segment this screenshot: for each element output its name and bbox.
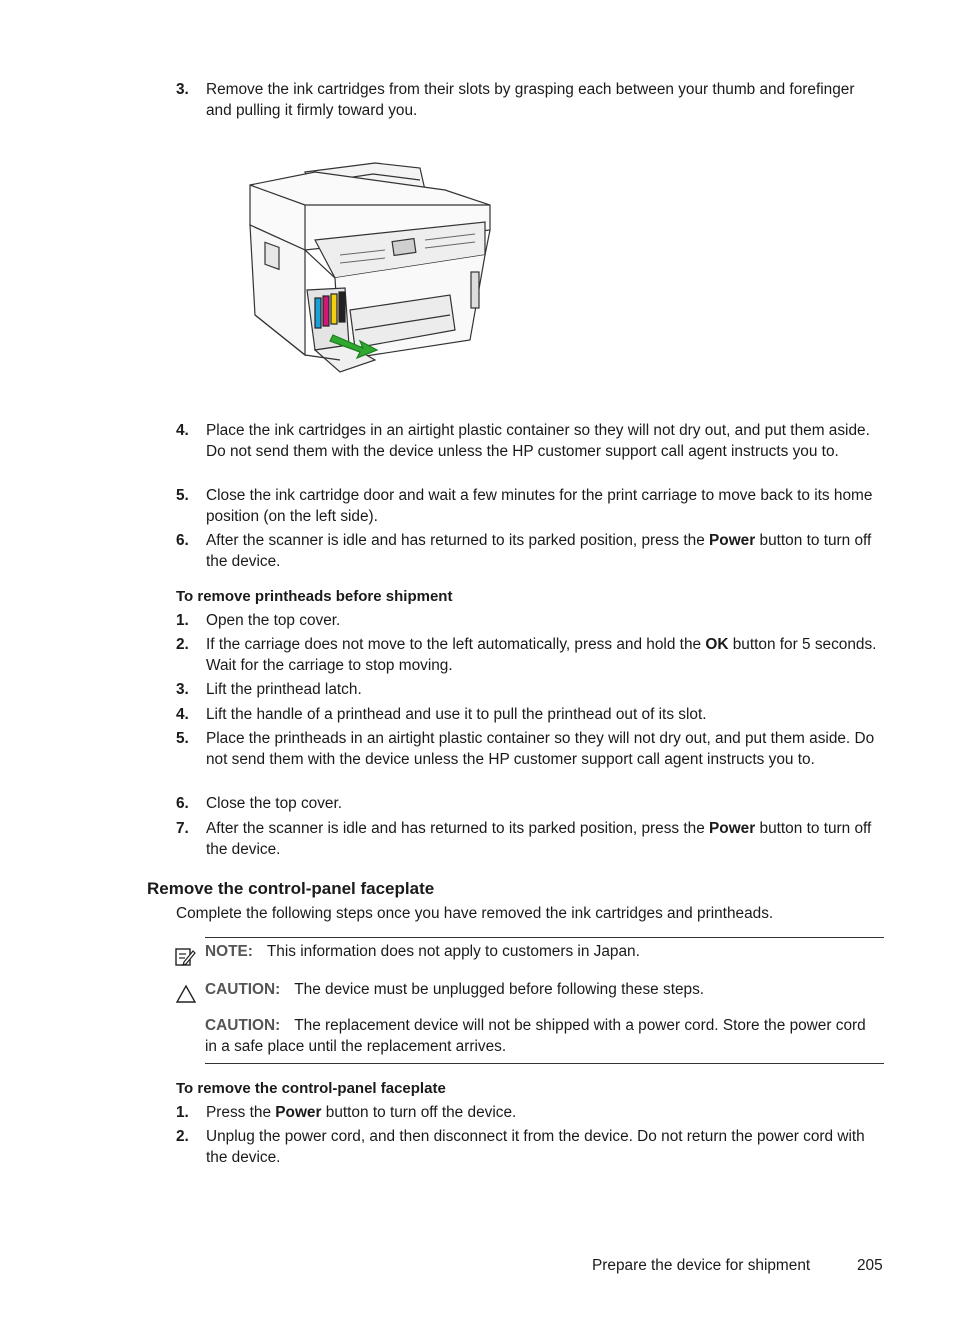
step-text: Remove the ink cartridges from their slots by grasping each between your thumb and forefinger and pulling it firmly toward you. <box>206 81 855 119</box>
step-number: 3. <box>176 81 189 98</box>
step-number: 7. <box>176 820 189 837</box>
step-text: After the scanner is idle and has returned to its parked position, press the Power button to turn off the device. <box>206 532 872 570</box>
divider <box>205 937 884 938</box>
printheads-heading: To remove printheads before shipment <box>176 588 453 605</box>
step-number: 6. <box>176 532 189 549</box>
faceplate-heading: To remove the control-panel faceplate <box>176 1080 446 1097</box>
note-text: This information does not apply to customers in Japan. <box>266 943 640 960</box>
section-title: Remove the control-panel faceplate <box>147 879 435 898</box>
note <box>205 942 885 963</box>
step-text: Lift the handle of a printhead and use it to pull the printhead out of its slot. <box>206 706 707 723</box>
step-text: Lift the printhead latch. <box>206 681 362 698</box>
section-intro: Complete the following steps once you have removed the ink cartridges and printheads. <box>176 905 774 922</box>
step-text: After the scanner is idle and has returned to its parked position, press the Power button to turn off the device. <box>206 820 872 858</box>
step-number: 1. <box>176 1104 189 1121</box>
note-label: NOTE: <box>205 943 253 960</box>
step-text: Unplug the power cord, and then disconnect it from the device. Do not return the power cord with the device. <box>206 1128 865 1166</box>
step-number: 2. <box>176 1128 189 1145</box>
caution-text: The replacement device will not be shipped with a power cord. Store the power cord in a safe place until the replacement arrives. <box>205 1017 866 1055</box>
caution-unplugged <box>205 980 885 1001</box>
footer-section: Prepare the device for shipment <box>592 1257 811 1274</box>
caution-label: CAUTION: <box>205 1017 281 1034</box>
printer-illustration <box>245 160 497 378</box>
step-number: 5. <box>176 730 189 747</box>
step-number: 4. <box>176 422 189 439</box>
note-icon <box>174 946 196 968</box>
caution-text: The device must be unplugged before following these steps. <box>294 981 705 998</box>
step-text: Close the ink cartridge door and wait a few minutes for the print carriage to move back to its home position (on the left side). <box>206 487 873 525</box>
divider <box>205 1063 884 1064</box>
step-text: Place the ink cartridges in an airtight plastic container so they will not dry out, and put them aside. Do not send them with the device unless the HP customer support call agent instructs you to. <box>206 422 870 460</box>
step-number: 5. <box>176 487 189 504</box>
step-number: 4. <box>176 706 189 723</box>
page-number: 205 <box>857 1257 883 1274</box>
step-number: 3. <box>176 681 189 698</box>
step-text: Press the Power button to turn off the device. <box>206 1104 517 1121</box>
caution-power-cord <box>205 1016 880 1057</box>
step-number: 2. <box>176 636 189 653</box>
step-number: 6. <box>176 795 189 812</box>
caution-icon <box>175 984 197 1004</box>
step-text: Place the printheads in an airtight plastic container so they will not dry out, and put them aside. Do not send them with the device unless the HP customer support call agent instructs you to. <box>206 730 875 768</box>
step-number: 1. <box>176 612 189 629</box>
step-text: Open the top cover. <box>206 612 341 629</box>
caution-label: CAUTION: <box>205 981 281 998</box>
step-text: Close the top cover. <box>206 795 343 812</box>
step-text: If the carriage does not move to the left automatically, press and hold the OK button for 5 seconds. Wait for the carriage to stop moving. <box>206 636 877 674</box>
